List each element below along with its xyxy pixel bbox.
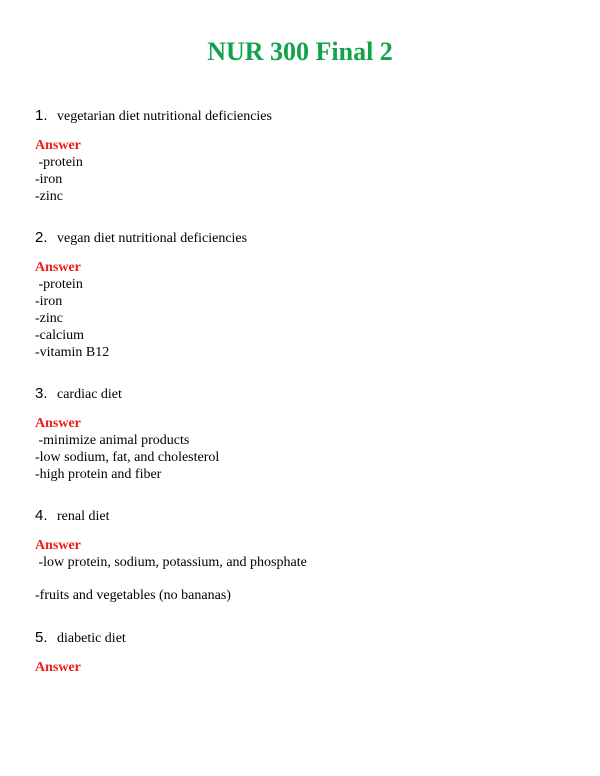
answer-line: -fruits and vegetables (no bananas) (35, 588, 231, 603)
answer-line: -minimize animal products (35, 433, 190, 448)
document-title: NUR 300 Final 2 (207, 37, 393, 66)
answer-line: -low sodium, fat, and cholesterol (35, 450, 220, 465)
qa-item-1 (35, 106, 575, 205)
question (35, 628, 575, 648)
question-number: 1. (35, 107, 48, 124)
qa-item-3 (35, 384, 575, 483)
qa-item-5 (35, 628, 575, 676)
answer-line: -protein (35, 155, 83, 170)
answer-line: -vitamin B12 (35, 345, 110, 360)
question-text: vegan diet nutritional deficiencies (57, 231, 248, 246)
answer-label: Answer (35, 260, 81, 275)
answer-line: -iron (35, 172, 63, 187)
question-text: vegetarian diet nutritional deficiencies (57, 109, 272, 124)
question (35, 228, 575, 248)
answer-line: -zinc (35, 189, 63, 204)
qa-item-2 (35, 228, 575, 361)
answer-line: -zinc (35, 311, 63, 326)
question-number: 2. (35, 229, 48, 246)
answer-line: -calcium (35, 328, 84, 343)
answer-label: Answer (35, 416, 81, 431)
answer-line: -low protein, sodium, potassium, and phosphate (35, 555, 307, 570)
question (35, 384, 575, 404)
question (35, 506, 575, 526)
qa-item-4 (35, 506, 575, 604)
question-text: renal diet (57, 509, 110, 524)
question-number: 3. (35, 385, 48, 402)
question-number: 5. (35, 629, 48, 646)
answer-label: Answer (35, 660, 81, 675)
answer-line: -iron (35, 294, 63, 309)
answer-line: -protein (35, 277, 83, 292)
question-number: 4. (35, 507, 48, 524)
question-text: cardiac diet (57, 387, 122, 402)
answer-label: Answer (35, 138, 81, 153)
question (35, 106, 575, 126)
question-text: diabetic diet (57, 631, 126, 646)
answer-label: Answer (35, 538, 81, 553)
answer-line: -high protein and fiber (35, 467, 162, 482)
